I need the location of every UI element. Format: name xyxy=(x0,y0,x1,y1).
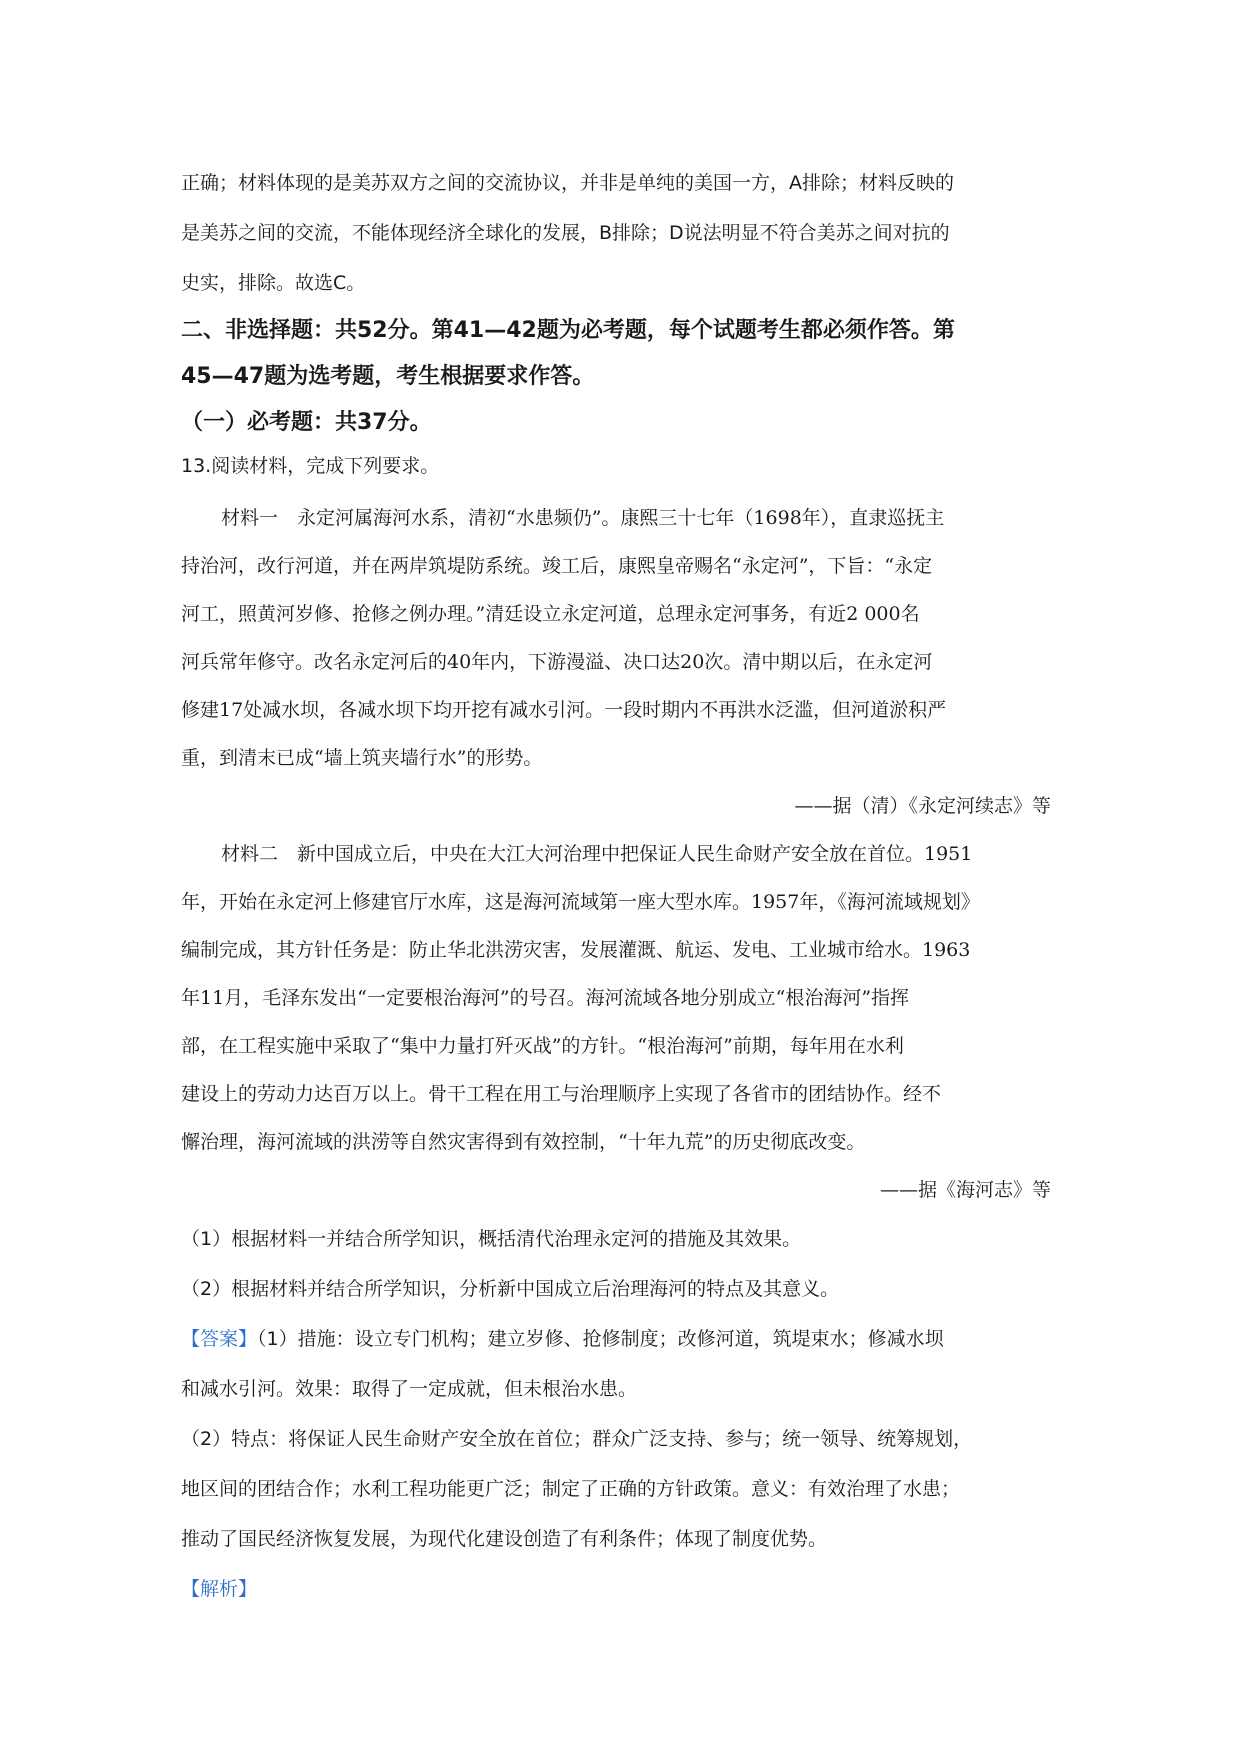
answer-line: 和减水引河。效果：取得了一定成就，但未根治水患。 xyxy=(181,1378,638,1400)
answer-line: 推动了国民经济恢复发展，为现代化建设创造了有利条件；体现了制度优势。 xyxy=(181,1528,828,1550)
material-line: 年，开始在永定河上修建官厅水库，这是海河流域第一座大型水库。1957年，《海河流域规划》 xyxy=(181,891,980,913)
material-line: 编制完成，其方针任务是：防止华北洪涝灾害，发展灌溉、航运、发电、工业城市给水。1963 xyxy=(181,939,971,961)
material-line: 河兵常年修守。改名永定河后的40年内，下游漫溢、决口达20次。清中期以后，在永定河 xyxy=(181,651,933,673)
material-line: 材料二 新中国成立后，中央在大江大河治理中把保证人民生命财产安全放在首位。1951 xyxy=(221,843,973,865)
analysis-tag: 【解析】 xyxy=(181,1578,258,1600)
material-one-source: ——据（清）《永定河续志》等 xyxy=(794,795,1051,817)
material-line: 修建17处减水坝，各减水坝下均开挖有减水引河。一段时期内不再洪水泛滥，但河道淤积严 xyxy=(181,699,947,721)
question-item: （1）根据材料一并结合所学知识，概括清代治理永定河的措施及其效果。 xyxy=(181,1228,802,1250)
analysis-line: 是美苏之间的交流，不能体现经济全球化的发展，B排除；D说法明显不符合美苏之间对抗的 xyxy=(181,222,950,244)
answer-tag: 【答案】 xyxy=(181,1328,258,1350)
material-line: 重，到清末已成“墙上筑夹墙行水”的形势。 xyxy=(181,747,543,769)
question-title: 13.阅读材料，完成下列要求。 xyxy=(181,455,440,477)
material-two xyxy=(181,830,1061,1166)
section-heading-line: 45—47题为选考题，考生根据要求作答。 xyxy=(181,364,595,389)
analysis-line xyxy=(181,1564,1061,1614)
analysis-line: 史实，排除。故选C。 xyxy=(181,272,366,294)
answer-line: （2）特点：将保证人民生命财产安全放在首位；群众广泛支持、参与；统一领导、统筹规划， xyxy=(181,1428,973,1450)
material-line: 建设上的劳动力达百万以上。骨干工程在用工与治理顺序上实现了各省市的团结协作。经不 xyxy=(181,1083,942,1105)
material-line: 懈治理，海河流域的洪涝等自然灾害得到有效控制，“十年九荒”的历史彻底改变。 xyxy=(181,1131,866,1153)
sub-heading: （一）必考题：共37分。 xyxy=(181,410,432,435)
previous-analysis xyxy=(181,158,1061,308)
question-item: （2）根据材料并结合所学知识，分析新中国成立后治理海河的特点及其意义。 xyxy=(181,1278,840,1300)
analysis-line: 正确；材料体现的是美苏双方之间的交流协议，并非是单纯的美国一方，A排除；材料反映的 xyxy=(181,172,954,194)
material-line: 部，在工程实施中采取了“集中力量打歼灭战”的方针。“根治海河”前期，每年用在水利 xyxy=(181,1035,904,1057)
answer-text: （1）措施：设立专门机构；建立岁修、抢修制度；改修河道，筑堤束水；修减水坝 xyxy=(257,1328,944,1350)
material-two-source: ——据《海河志》等 xyxy=(879,1179,1051,1201)
section-heading-line: 二、非选择题：共52分。第41—42题为必考题，每个试题考生都必须作答。第 xyxy=(181,318,955,343)
answer-block xyxy=(181,1314,1061,1564)
material-line: 持治河，改行河道，并在两岸筑堤防系统。竣工后，康熙皇帝赐名“永定河”，下旨：“永定 xyxy=(181,555,933,577)
question-list xyxy=(181,1214,1061,1314)
answer-line: 地区间的团结合作；水利工程功能更广泛；制定了正确的方针政策。意义：有效治理了水患； xyxy=(181,1478,961,1500)
answer-line xyxy=(181,1314,1061,1364)
material-one xyxy=(181,494,1061,782)
document-page xyxy=(181,158,1061,1614)
section-heading xyxy=(181,308,1061,400)
material-line: 河工，照黄河岁修、抢修之例办理。”清廷设立永定河道，总理永定河事务，有近2 000名 xyxy=(181,603,920,625)
material-line: 年11月，毛泽东发出“一定要根治海河”的号召。海河流域各地分别成立“根治海河”指挥 xyxy=(181,987,910,1009)
material-line: 材料一 永定河属海河水系，清初“水患频仍”。康熙三十七年（1698年），直隶巡抚主 xyxy=(221,507,945,529)
